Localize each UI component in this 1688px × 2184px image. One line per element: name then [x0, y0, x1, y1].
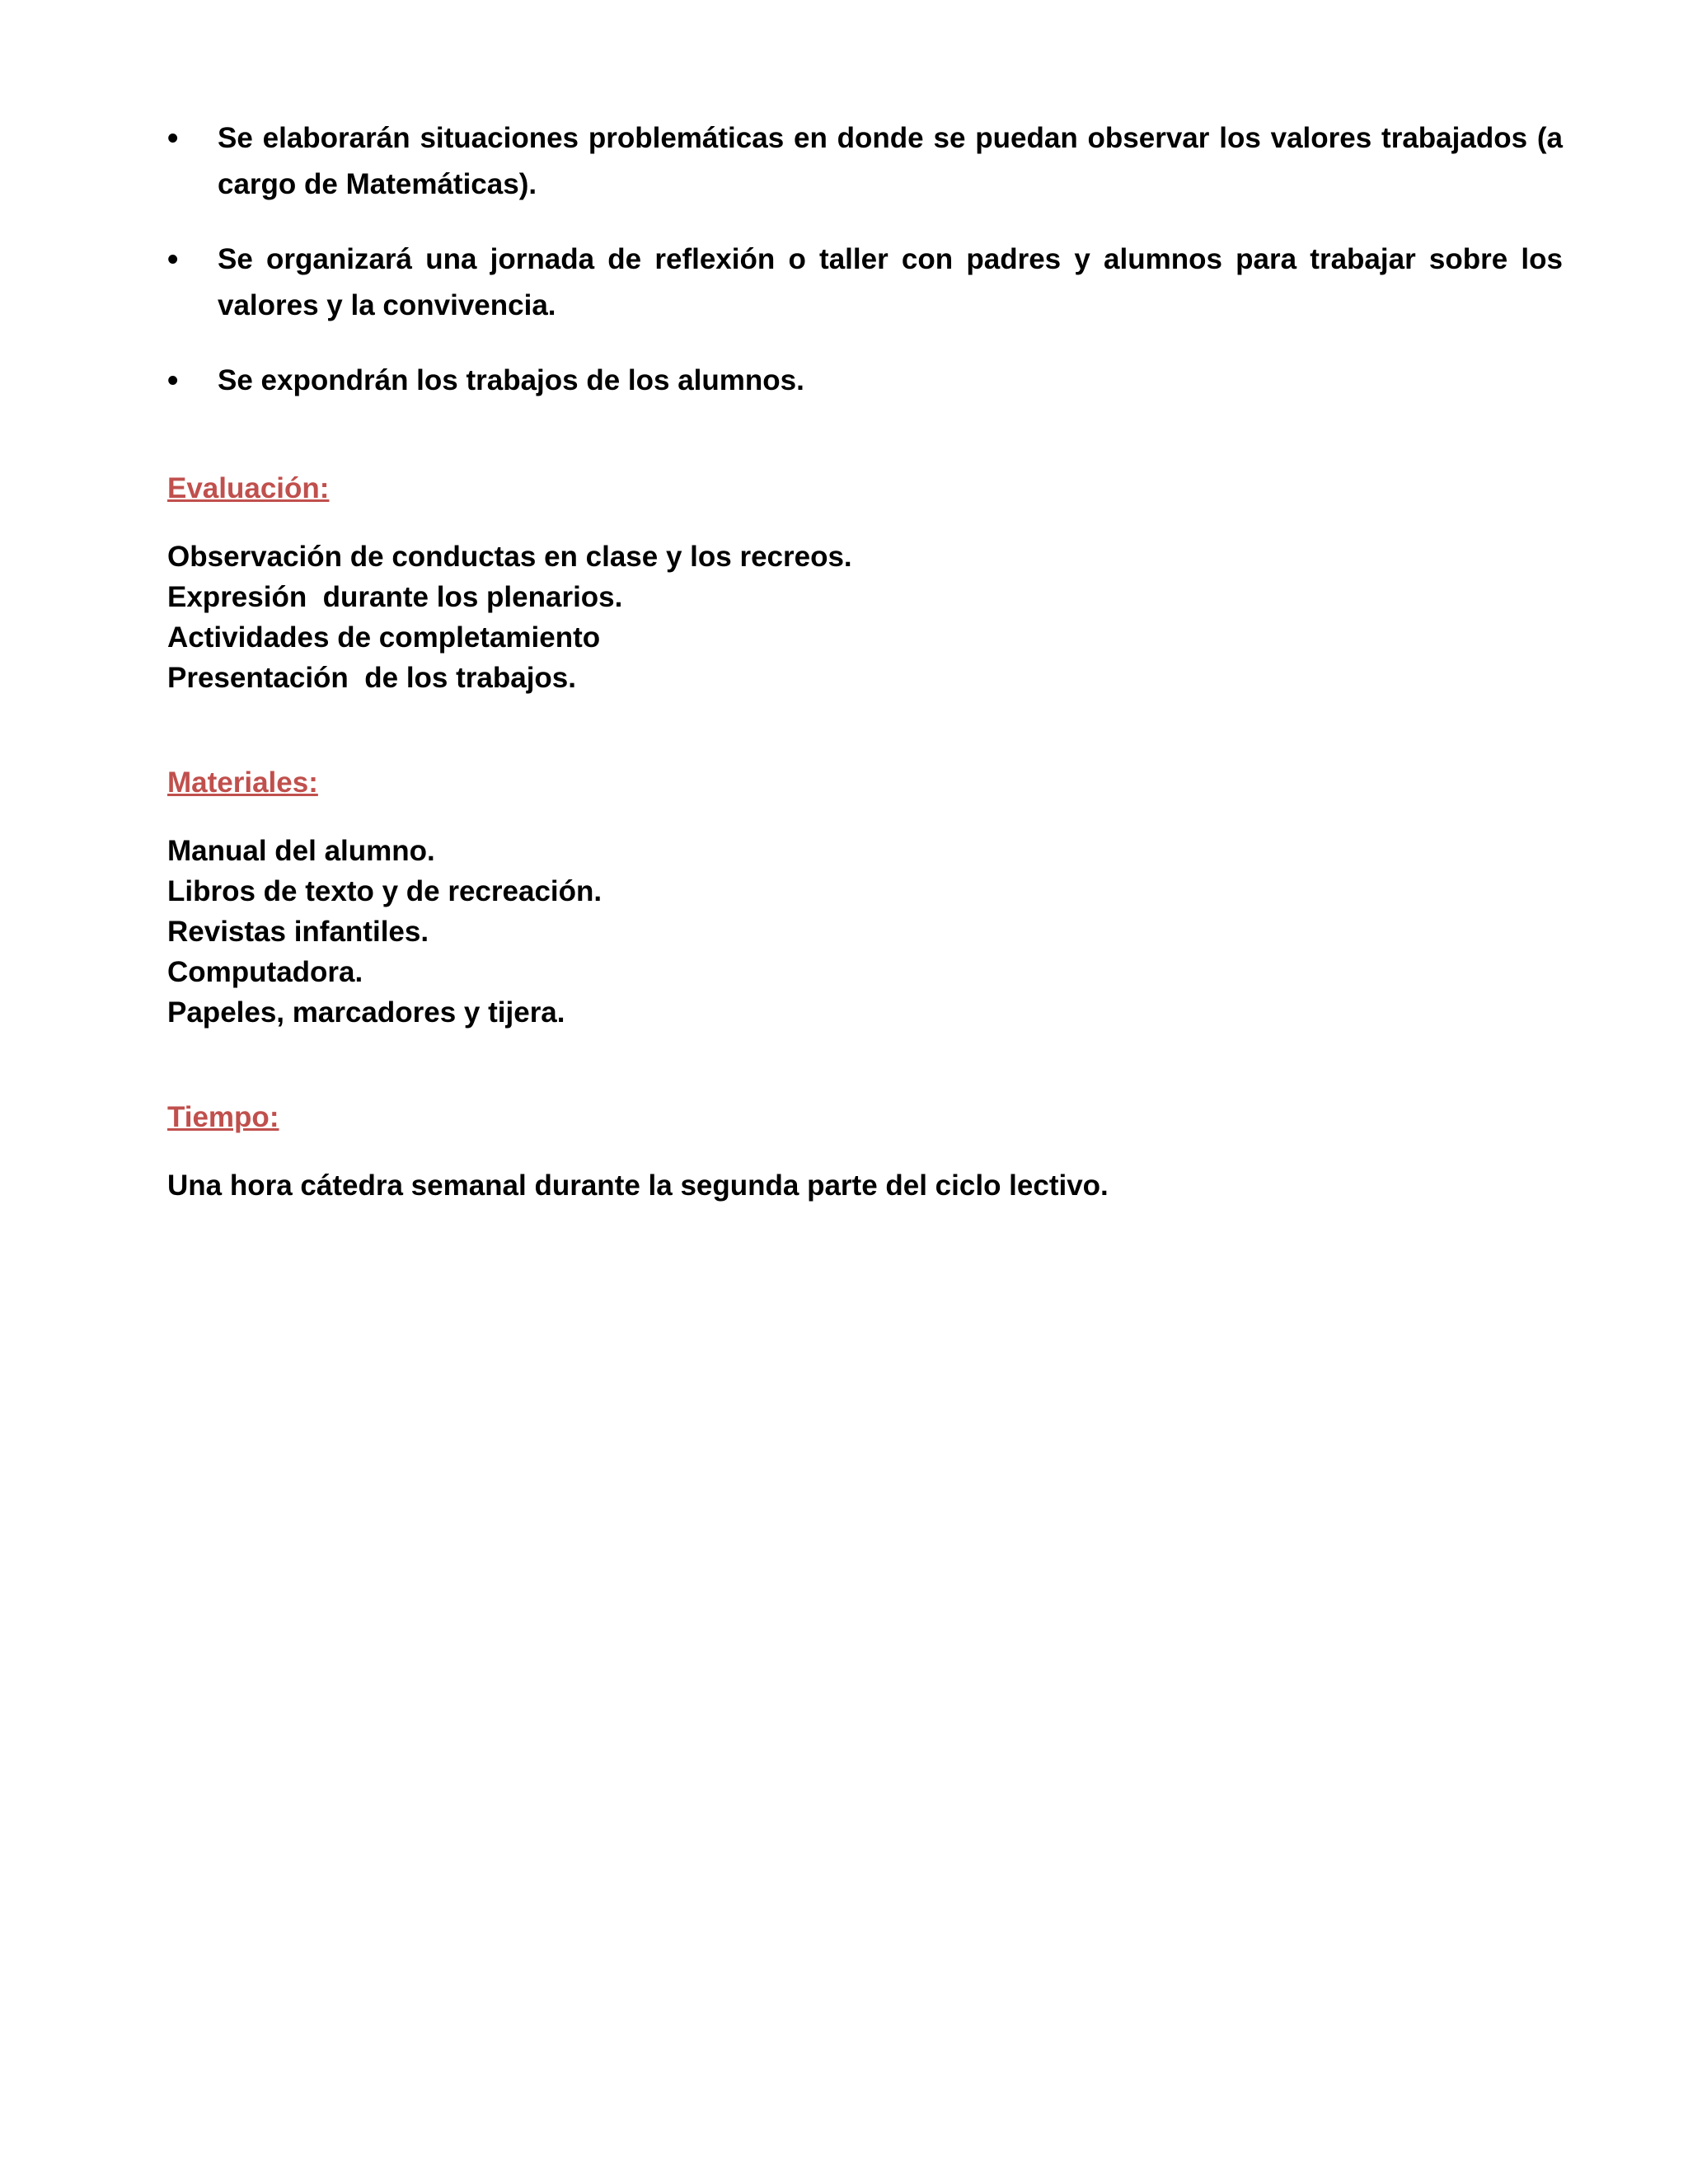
- bullet-icon: •: [167, 363, 179, 398]
- materiales-line: Libros de texto y de recreación.: [167, 875, 603, 907]
- activities-bullet-list: [167, 115, 1563, 404]
- evaluacion-heading: Evaluación:: [167, 472, 330, 504]
- tiempo-section: [167, 1094, 1563, 1206]
- bullet-item: [167, 115, 1563, 208]
- bullet-text: Se expondrán los trabajos de los alumnos.: [218, 364, 804, 396]
- materiales-line: Papeles, marcadores y tijera.: [167, 996, 565, 1029]
- materiales-lines: [167, 831, 1563, 1033]
- bullet-text: Se organizará una jornada de reflexión o taller con padres y alumnos para trabajar sobre los valores y la convivencia.: [218, 243, 1563, 321]
- tiempo-line: Una hora cátedra semanal durante la segunda parte del ciclo lectivo.: [167, 1169, 1109, 1202]
- tiempo-lines: [167, 1165, 1563, 1206]
- tiempo-heading: Tiempo:: [167, 1101, 279, 1133]
- materiales-line: Revistas infantiles.: [167, 916, 429, 948]
- document-content: [167, 115, 1563, 1206]
- evaluacion-line: Expresión durante los plenarios.: [167, 581, 623, 613]
- bullet-item: [167, 237, 1563, 329]
- materiales-line: Computadora.: [167, 956, 363, 988]
- bullet-item: [167, 358, 1563, 404]
- materiales-line: Manual del alumno.: [167, 835, 435, 867]
- evaluacion-lines: [167, 537, 1563, 698]
- materiales-heading: Materiales:: [167, 766, 318, 799]
- bullet-icon: •: [167, 242, 179, 277]
- evaluacion-line: Presentación de los trabajos.: [167, 662, 576, 694]
- bullet-icon: •: [167, 121, 179, 156]
- materiales-section: [167, 760, 1563, 1033]
- bullet-text: Se elaborarán situaciones problemáticas en donde se puedan observar los valores trabajados (a cargo de Matemáticas).: [218, 122, 1563, 200]
- evaluacion-section: [167, 466, 1563, 698]
- evaluacion-line: Observación de conductas en clase y los recreos.: [167, 541, 852, 573]
- evaluacion-line: Actividades de completamiento: [167, 621, 601, 654]
